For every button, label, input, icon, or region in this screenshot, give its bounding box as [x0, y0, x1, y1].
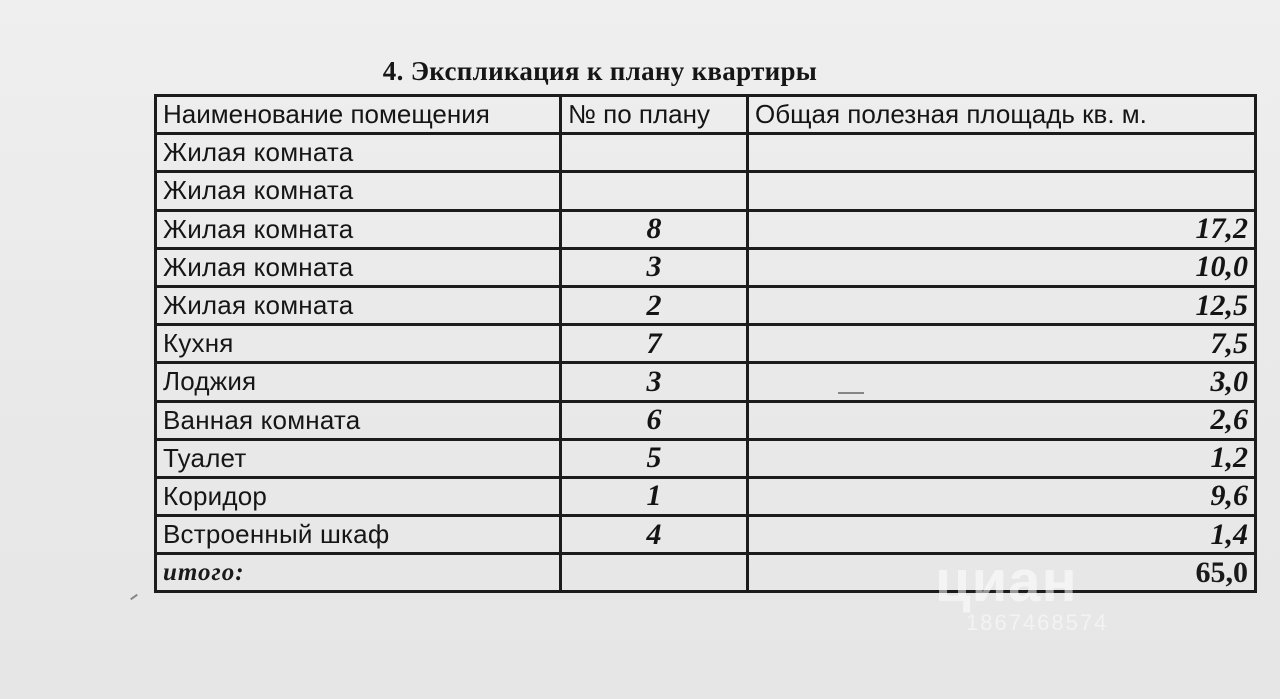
- room-name-cell: Лоджия: [156, 363, 561, 401]
- room-name-cell: Встроенный шкаф: [156, 516, 561, 554]
- room-name-cell: Жилая комната: [156, 134, 561, 172]
- room-name-cell: Жилая комната: [156, 210, 561, 248]
- plan-number-cell: 3: [561, 248, 748, 286]
- room-name-cell: Жилая комната: [156, 286, 561, 324]
- plan-number-cell: 4: [561, 516, 748, 554]
- column-header-plan-number: № по плану: [561, 96, 748, 134]
- table-row: [156, 477, 1256, 515]
- plan-number-cell: 5: [561, 439, 748, 477]
- area-cell: 1,2: [748, 439, 1256, 477]
- plan-number-cell: 2: [561, 286, 748, 324]
- table-row: [156, 134, 1256, 172]
- room-name-cell: Коридор: [156, 477, 561, 515]
- table-row: [156, 210, 1256, 248]
- table-row: [156, 286, 1256, 324]
- column-header-room-name: Наименование помещения: [156, 96, 561, 134]
- watermark-logo: циан: [935, 549, 1078, 614]
- plan-number-cell: [561, 134, 748, 172]
- total-area-value: 65,0: [748, 554, 1256, 592]
- plan-number-cell: 6: [561, 401, 748, 439]
- area-cell: 1,4: [748, 516, 1256, 554]
- area-cell: 3,0: [748, 363, 1256, 401]
- room-name-cell: Туалет: [156, 439, 561, 477]
- table-row: [156, 325, 1256, 363]
- table-row: [156, 439, 1256, 477]
- area-cell: 17,2: [748, 210, 1256, 248]
- area-cell: 2,6: [748, 401, 1256, 439]
- column-header-area: Общая полезная площадь кв. м.: [748, 96, 1256, 134]
- explication-table: [154, 94, 1257, 593]
- room-name-cell: Кухня: [156, 325, 561, 363]
- plan-number-cell: 1: [561, 477, 748, 515]
- watermark-code: 1867468574: [966, 610, 1109, 635]
- total-label: итого:: [156, 554, 561, 592]
- table-row: [156, 172, 1256, 210]
- room-name-cell: Жилая комната: [156, 172, 561, 210]
- plan-number-cell: [561, 172, 748, 210]
- table-header-row: [156, 96, 1256, 134]
- room-name-cell: Жилая комната: [156, 248, 561, 286]
- area-cell: 9,6: [748, 477, 1256, 515]
- table-total-row: [156, 554, 1256, 592]
- total-plan-number-cell: [561, 554, 748, 592]
- plan-number-cell: 8: [561, 210, 748, 248]
- document-title: 4. Экспликация к плану квартиры: [382, 56, 818, 86]
- table-row: [156, 363, 1256, 401]
- room-name-cell: Ванная комната: [156, 401, 561, 439]
- table-row: [156, 516, 1256, 554]
- area-cell: 10,0: [748, 248, 1256, 286]
- plan-number-cell: 7: [561, 325, 748, 363]
- area-cell: [748, 134, 1256, 172]
- plan-number-cell: 3: [561, 363, 748, 401]
- table-row: [156, 248, 1256, 286]
- area-cell: [748, 172, 1256, 210]
- stray-pen-mark: [838, 392, 864, 394]
- table-row: [156, 401, 1256, 439]
- area-cell: 7,5: [748, 325, 1256, 363]
- area-cell: 12,5: [748, 286, 1256, 324]
